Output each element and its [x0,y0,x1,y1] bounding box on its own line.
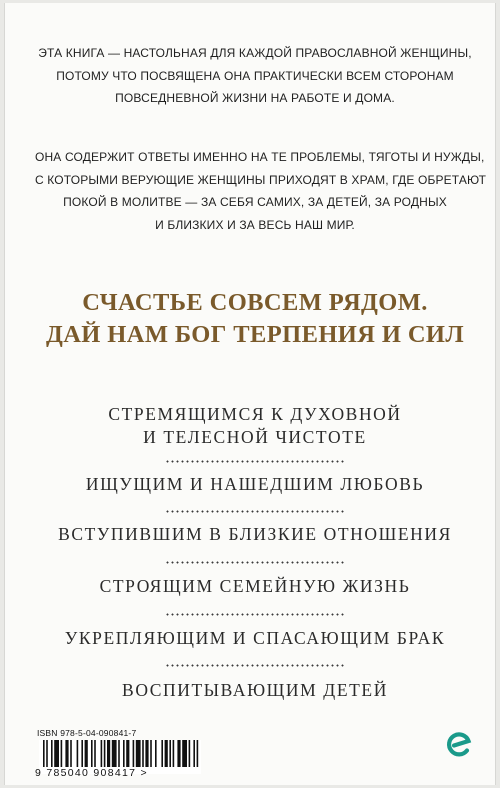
headline-line: ДАЙ НАМ БОГ ТЕРПЕНИЯ И СИЛ [45,321,465,348]
publisher-e-logo-icon [445,730,475,760]
topic-line: УКРЕПЛЯЮЩИМ И СПАСАЮЩИМ БРАК [64,628,446,648]
isbn-label: ISBN 978-5-04-090841-7 [37,728,137,738]
topic-line: ИЩУЩИМ И НАШЕДШИМ ЛЮБОВЬ [85,474,425,494]
topic-item [25,473,485,496]
headline-line: СЧАСТЬЕ СОВСЕМ РЯДОМ. [82,289,428,316]
dotted-divider [165,510,345,513]
topic-item [25,679,485,702]
intro-line: И БЛИЗКИХ И ЗА ВЕСЬ НАШ МИР. [155,217,355,232]
topic-item [25,575,485,598]
intro-line: ЭТА КНИГА — НАСТОЛЬНАЯ ДЛЯ КАЖДОЙ ПРАВОСЛАВНОЙ ЖЕНЩИНЫ, [38,46,472,60]
topic-item [25,627,485,650]
topic-line: ВСТУПИВШИМ В БЛИЗКИЕ ОТНОШЕНИЯ [58,524,452,544]
intro-line: ПОКОЙ В МОЛИТВЕ — ЗА СЕБЯ САМИХ, ЗА ДЕТЕЙ, ЗА РОДНЫХ [63,195,447,209]
intro-line: ПОТОМУ ЧТО ПОСВЯЩЕНА ОНА ПРАКТИЧЕСКИ ВСЕМ СТОРОНАМ [56,68,454,83]
dotted-divider [165,561,345,564]
dotted-divider [165,664,345,667]
intro-line: ПОВСЕДНЕВНОЙ ЖИЗНИ НА РАБОТЕ И ДОМА. [115,91,395,105]
barcode-digits: 9 785040 908417 > [35,767,148,779]
intro-paragraph-2 [35,146,487,236]
intro-line: С КОТОРЫМИ ВЕРУЮЩИЕ ЖЕНЩИНЫ ПРИХОДЯТ В ХРАМ, ГДЕ ОБРЕТАЮТ [35,172,487,187]
dotted-divider [165,613,345,616]
topic-line: СТРОЯЩИМ СЕМЕЙНУЮ ЖИЗНЬ [99,576,411,596]
book-back-cover [4,3,496,785]
intro-paragraph-1 [35,42,475,110]
topic-line: ВОСПИТЫВАЮЩИМ ДЕТЕЙ [122,680,388,700]
topic-line: СТРЕМЯЩИМСЯ К ДУХОВНОЙ [108,404,402,424]
intro-line: ОНА СОДЕРЖИТ ОТВЕТЫ ИМЕННО НА ТЕ ПРОБЛЕМЫ, ТЯГОТЫ И НУЖДЫ, [35,150,485,164]
topic-line: И ТЕЛЕСНОЙ ЧИСТОТЕ [143,427,367,447]
topic-item [25,523,485,546]
dotted-divider [165,460,345,463]
topic-item [25,403,485,449]
headline [25,287,485,351]
